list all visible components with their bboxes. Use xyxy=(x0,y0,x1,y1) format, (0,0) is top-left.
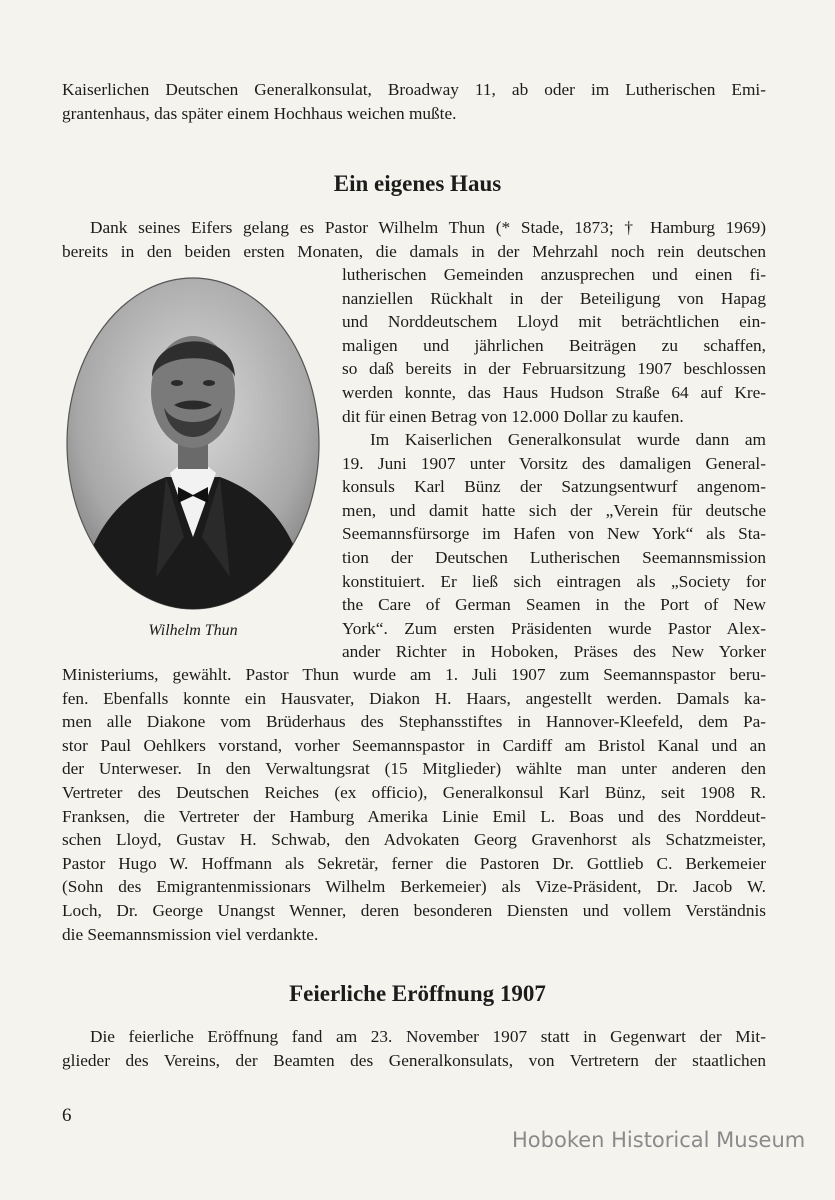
text-line: grantenhaus, das später einem Hochhaus weichen mußte. xyxy=(62,103,457,123)
paragraph-section3 xyxy=(62,1025,766,1072)
text-line: maligen und jährlichen Beiträgen zu schaffen, xyxy=(342,335,766,355)
text-line: 19. Juni 1907 unter Vorsitz des damaligen General- xyxy=(342,453,766,473)
text-line: der Unterweser. In den Verwaltungsrat (15 Mitglieder) wählte man unter anderen den xyxy=(62,759,766,779)
text-line: Die feierliche Eröffnung fand am 23. November 1907 statt in Gegenwart der Mit- xyxy=(90,1027,766,1046)
text-line: werden konnte, das Haus Hudson Straße 64 auf Kre- xyxy=(342,382,766,402)
text-line: bereits in den beiden ersten Monaten, die damals in der Mehrzahl noch rein deutschen xyxy=(62,241,766,261)
text-line: Ministeriums, gewählt. Pastor Thun wurde am 1. Juli 1907 zum Seemannspastor beru- xyxy=(62,665,766,684)
text-line: lutherischen Gemeinden anzusprechen und einen fi- xyxy=(342,265,766,284)
text-line: konsuls Karl Bünz der Satzungsentwurf angenom- xyxy=(342,477,766,497)
paragraph-section1 xyxy=(62,216,766,263)
text-line: Vertreter des Deutschen Reiches (ex officio), Generalkonsul Karl Bünz, seit 1908 R. xyxy=(62,782,766,802)
text-line: tion der Deutschen Lutherischen Seemannsmission xyxy=(342,547,766,567)
text-line: ander Richter in Hoboken, Präses des New Yorker xyxy=(342,642,766,662)
text-line: men alle Diakone vom Brüderhaus des Stephansstiftes in Hannover-Kleefeld, dem Pa- xyxy=(62,712,766,732)
text-line: dit für einen Betrag von 12.000 Dollar zu kaufen. xyxy=(342,406,684,426)
paragraph-section2 xyxy=(62,663,766,946)
text-line: Kaiserlichen Deutschen Generalkonsulat, Broadway 11, ab oder im Lutherischen Emi- xyxy=(62,80,766,99)
text-line: die Seemannsmission viel verdankte. xyxy=(62,924,319,944)
text-line: stor Paul Oehlkers vorstand, vorher Seemannspastor in Cardiff am Bristol Kanal und an xyxy=(62,735,766,755)
text-line: Dank seines Eifers gelang es Pastor Wilhelm Thun (* Stade, 1873; † Hamburg 1969) xyxy=(90,218,766,237)
text-line: men, und damit hatte sich der „Verein für deutsche xyxy=(342,500,766,520)
paragraph-top xyxy=(62,78,766,125)
page-number: 6 xyxy=(62,1105,72,1126)
text-line: fen. Ebenfalls konnte ein Hausvater, Diakon H. Haars, angestellt werden. Damals ka- xyxy=(62,688,766,708)
text-line: (Sohn des Emigrantenmissionars Wilhelm Berkemeier) als Vize-Präsident, Dr. Jacob W. xyxy=(62,877,766,897)
text-line: glieder des Vereins, der Beamten des Generalkonsulats, von Vertretern der staatlichen xyxy=(62,1050,766,1070)
text-line: Pastor Hugo W. Hoffmann als Sekretär, ferner die Pastoren Dr. Gottlieb C. Berkemeier xyxy=(62,853,766,873)
paragraph-section1-wrap xyxy=(342,263,766,428)
text-line: the Care of German Seamen in the Port of New xyxy=(342,595,766,615)
paragraph-section2-wrap xyxy=(342,428,766,664)
text-line: konstituiert. Er ließ sich eintragen als „Society for xyxy=(342,571,766,591)
text-line: schen Lloyd, Gustav H. Schwab, den Advokaten Georg Gravenhorst als Schatzmeister, xyxy=(62,830,766,850)
text-line: Seemannsfürsorge im Hafen von New York“ als Sta- xyxy=(342,524,766,544)
text-line: York“. Zum ersten Präsidenten wurde Pastor Alex- xyxy=(342,618,766,638)
text-line: Loch, Dr. George Unangst Wenner, deren besonderen Diensten und vollem Verständnis xyxy=(62,900,766,920)
text-line: so daß bereits in der Februarsitzung 1907 beschlossen xyxy=(342,359,766,379)
text-line: und Norddeutschem Lloyd mit beträchtlichen ein- xyxy=(342,312,766,332)
section-heading: Ein eigenes Haus xyxy=(333,171,502,196)
section-heading: Feierliche Eröffnung 1907 xyxy=(289,981,546,1006)
photo-caption: Wilhelm Thun xyxy=(148,622,238,639)
text-line: nanziellen Rückhalt in der Beteiligung von Hapag xyxy=(342,288,766,308)
text-line: Franksen, die Vertreter der Hamburg Amerika Linie Emil L. Boas und des Norddeut- xyxy=(62,806,766,826)
portrait-photo xyxy=(66,277,320,610)
text-line: Im Kaiserlichen Generalkonsulat wurde dann am xyxy=(370,430,766,449)
watermark: Hoboken Historical Museum xyxy=(512,1128,806,1152)
